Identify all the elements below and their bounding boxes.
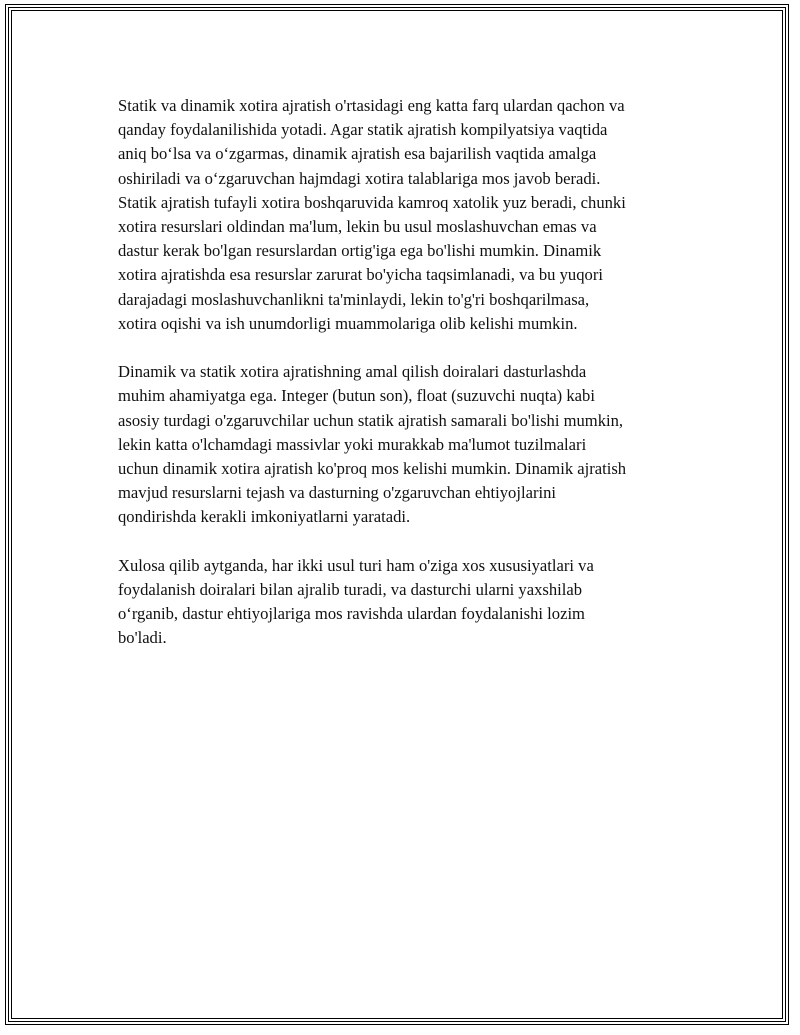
document-body bbox=[118, 94, 688, 675]
paragraph-1: Statik va dinamik xotira ajratish o'rtasidagi eng katta farq ulardan qachon va qanday foydalanilishida yotadi. Agar statik ajratish kompilyatsiya vaqtida aniq bo‘lsa va o‘zgarmas, dinamik ajratish esa bajarilish vaqtida amalga oshiriladi va o‘zgaruvchan hajmdagi xotira talablariga mos javob beradi. Statik ajratish tufayli xotira boshqaruvida kamroq xatolik yuz beradi, chunki xotira resurslari oldindan ma'lum, lekin bu usul moslashuvchan emas va dastur kerak bo'lgan resurslardan ortig'iga ega bo'lishi mumkin. Dinamik xotira ajratishda esa resurslar zarurat bo'yicha taqsimlanadi, va bu yuqori darajadagi moslashuvchanlikni ta'minlaydi, lekin to'g'ri boshqarilmasa, xotira oqishi va ish unumdorligi muammolariga olib kelishi mumkin. bbox=[118, 96, 626, 333]
paragraph-3: Xulosa qilib aytganda, har ikki usul turi ham o'ziga xos xususiyatlari va foydalanish doiralari bilan ajralib turadi, va dasturchi ularni yaxshilab o‘rganib, dastur ehtiyojlariga mos ravishda ulardan foydalanishi lozim bo'ladi. bbox=[118, 555, 594, 648]
paragraph-2: Dinamik va statik xotira ajratishning amal qilish doiralari dasturlashda muhim ahamiyatga ega. Integer (butun son), float (suzuvchi nuqta) kabi asosiy turdagi o'zgaruvchilar uchun statik ajratish samarali bo'lishi mumkin, lekin katta o'lchamdagi massivlar yoki murakkab ma'lumot tuzilmalari uchun dinamik xotira ajratish ko'proq mos kelishi mumkin. Dinamik ajratish mavjud resurslarni tejash va dasturning o'zgaruvchan ehtiyojlarini qondirishda kerakli imkoniyatlarni yaratadi. bbox=[118, 362, 627, 527]
